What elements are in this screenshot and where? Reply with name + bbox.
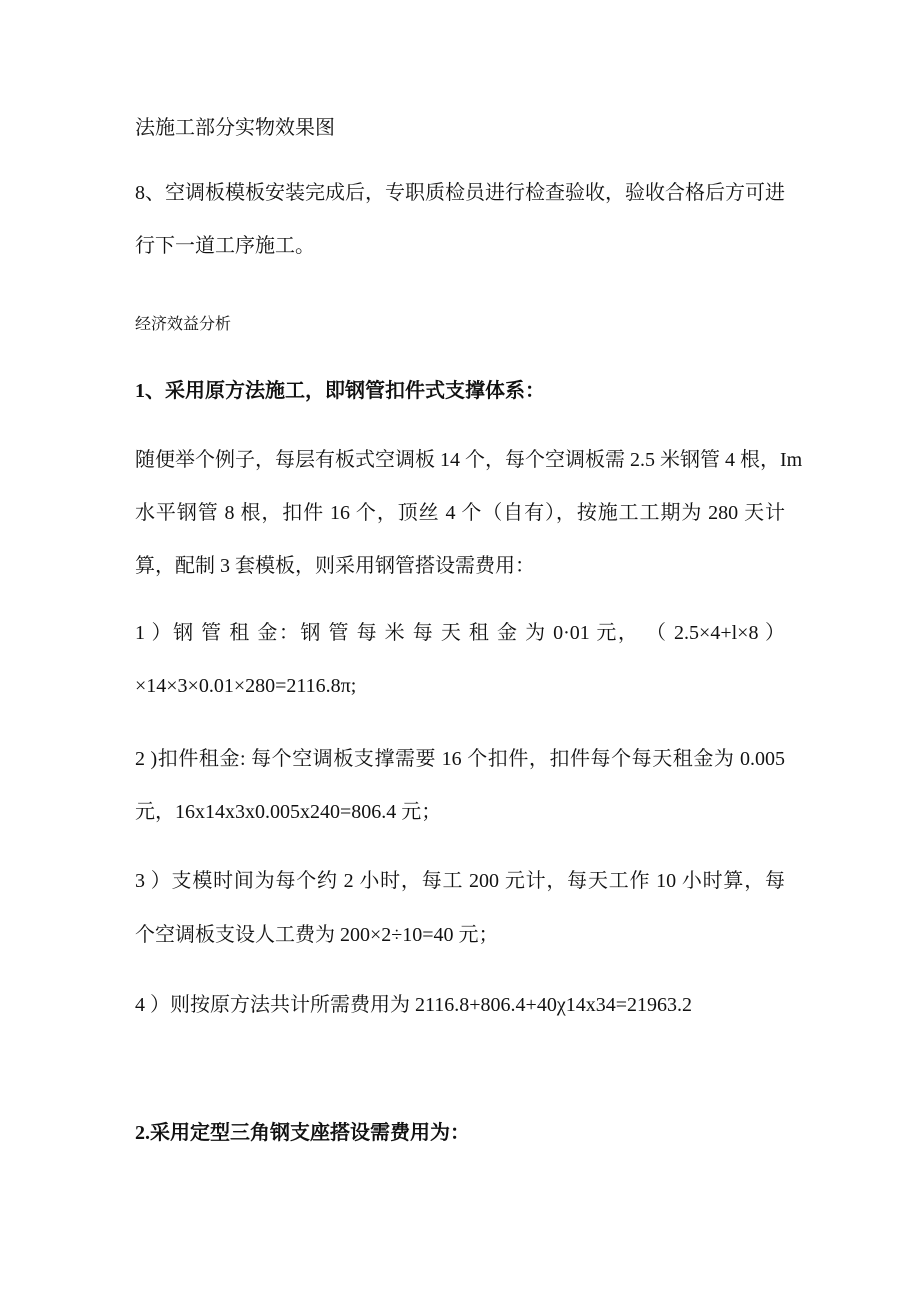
step-8-line-2: 行下一道工序施工。: [135, 235, 315, 257]
example-line-3: 算，配制 3 套模板，则采用钢管搭设需费用：: [135, 555, 535, 577]
item-1-line-2: ×14×3×0.01×280=2116.8π;: [135, 675, 357, 697]
heading-2: 2.采用定型三角钢支座搭设需费用为：: [135, 1122, 470, 1144]
item-3-line-2: 个空调板支设人工费为 200×2÷10=40 元；: [135, 924, 499, 946]
example-line-2: 水平钢管 8 根，扣件 16 个，顶丝 4 个（自有），按施工工期为 280 天计: [135, 502, 785, 524]
item-2-line-2: 元，16x14x3x0.005x240=806.4 元；: [135, 801, 442, 823]
heading-1: 1、采用原方法施工，即钢管扣件式支撑体系：: [135, 380, 545, 402]
example-line-1: 随便举个例子，每层有板式空调板 14 个，每个空调板需 2.5 米钢管 4 根，Im: [135, 449, 803, 471]
item-1-line-1: 1 ）钢 管 租 金：钢 管 每 米 每 天 租 金 为 0·01 元， （ 2.5×4+l×8 ）: [135, 622, 785, 644]
figure-caption: 法施工部分实物效果图: [135, 117, 335, 139]
section-title: 经济效益分析: [135, 316, 232, 333]
step-8-line-1: 8、空调板模板安装完成后，专职质检员进行检查验收，验收合格后方可进: [135, 182, 785, 204]
item-2-line-1: 2 )扣件租金: 每个空调板支撑需要 16 个扣件，扣件每个每天租金为 0.005: [135, 748, 785, 770]
item-3-line-1: 3 ）支模时间为每个约 2 小时，每工 200 元计，每天工作 10 小时算，每: [135, 870, 785, 892]
item-4-line-1: 4 ）则按原方法共计所需费用为 2116.8+806.4+40χ14x34=21963.2: [135, 994, 692, 1016]
